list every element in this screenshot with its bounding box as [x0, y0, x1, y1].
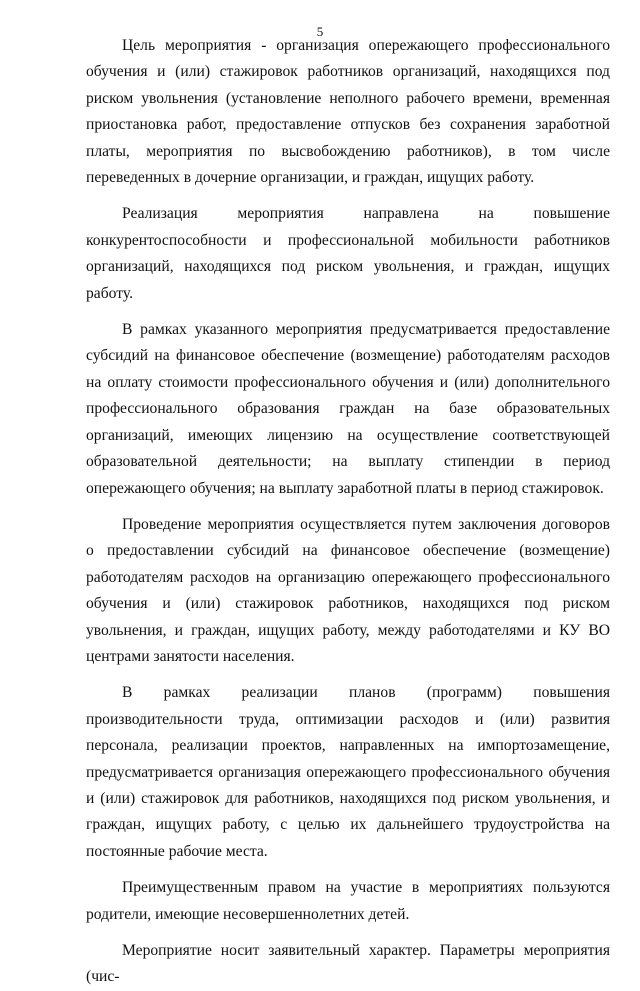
paragraph-programs: В рамках реализации планов (программ) повышения производительности труда, оптимизации расходов и (или) развития персонала, реализации проектов, направленных на импортозамещение, предусматривается организация опережающего профессионального обучения и (или) стажировок для работников, находящихся под риском увольнения, и граждан, ищущих работу, с целью их дальнейшего трудоустройства на постоянные рабочие места. — [86, 684, 610, 860]
paragraph-parameters: Мероприятие носит заявительный характер. Параметры мероприятия (чис- — [86, 942, 610, 986]
paragraph-priority: Преимущественным правом на участие в мероприятиях пользуются родители, имеющие несовершеннолетних детей. — [86, 879, 610, 923]
paragraph-contracts: Проведение мероприятия осуществляется путем заключения договоров о предоставлении субсидий на финансовое обеспечение (возмещение) работодателям расходов на организацию опережающего профессионального обучения и (или) стажировок работников, находящихся под риском увольнения, и граждан, ищущих работу, между работодателями и КУ ВО центрами занятости населения. — [86, 515, 610, 665]
document-body — [86, 33, 610, 991]
paragraph-subsidies: В рамках указанного мероприятия предусматривается предоставление субсидий на финансовое обеспечение (возмещение) работодателям расходов на оплату стоимости профессионального обучения и (или) дополнительного профессионального образования граждан на базе образовательных организаций, имеющих лицензию на осуществление соответствующей образовательной деятельности; на выплату стипендии в период опережающего обучения; на выплату заработной платы в период стажировок. — [86, 321, 610, 497]
paragraph-goal: Цель мероприятия - организация опережающего профессионального обучения и (или) стажировок работников организаций, находящихся под риском увольнения (установление неполного рабочего времени, временная приостановка работ, предоставление отпусков без сохранения заработной платы, мероприятия по высвобождению работников), в том числе переведенных в дочерние организации, и граждан, ищущих работу. — [86, 37, 610, 187]
paragraph-purpose: Реализация мероприятия направлена на повышение конкурентоспособности и профессиональной мобильности работников организаций, находящихся под риском увольнения, и граждан, ищущих работу. — [86, 205, 610, 302]
page-number: 5 — [316, 24, 324, 39]
